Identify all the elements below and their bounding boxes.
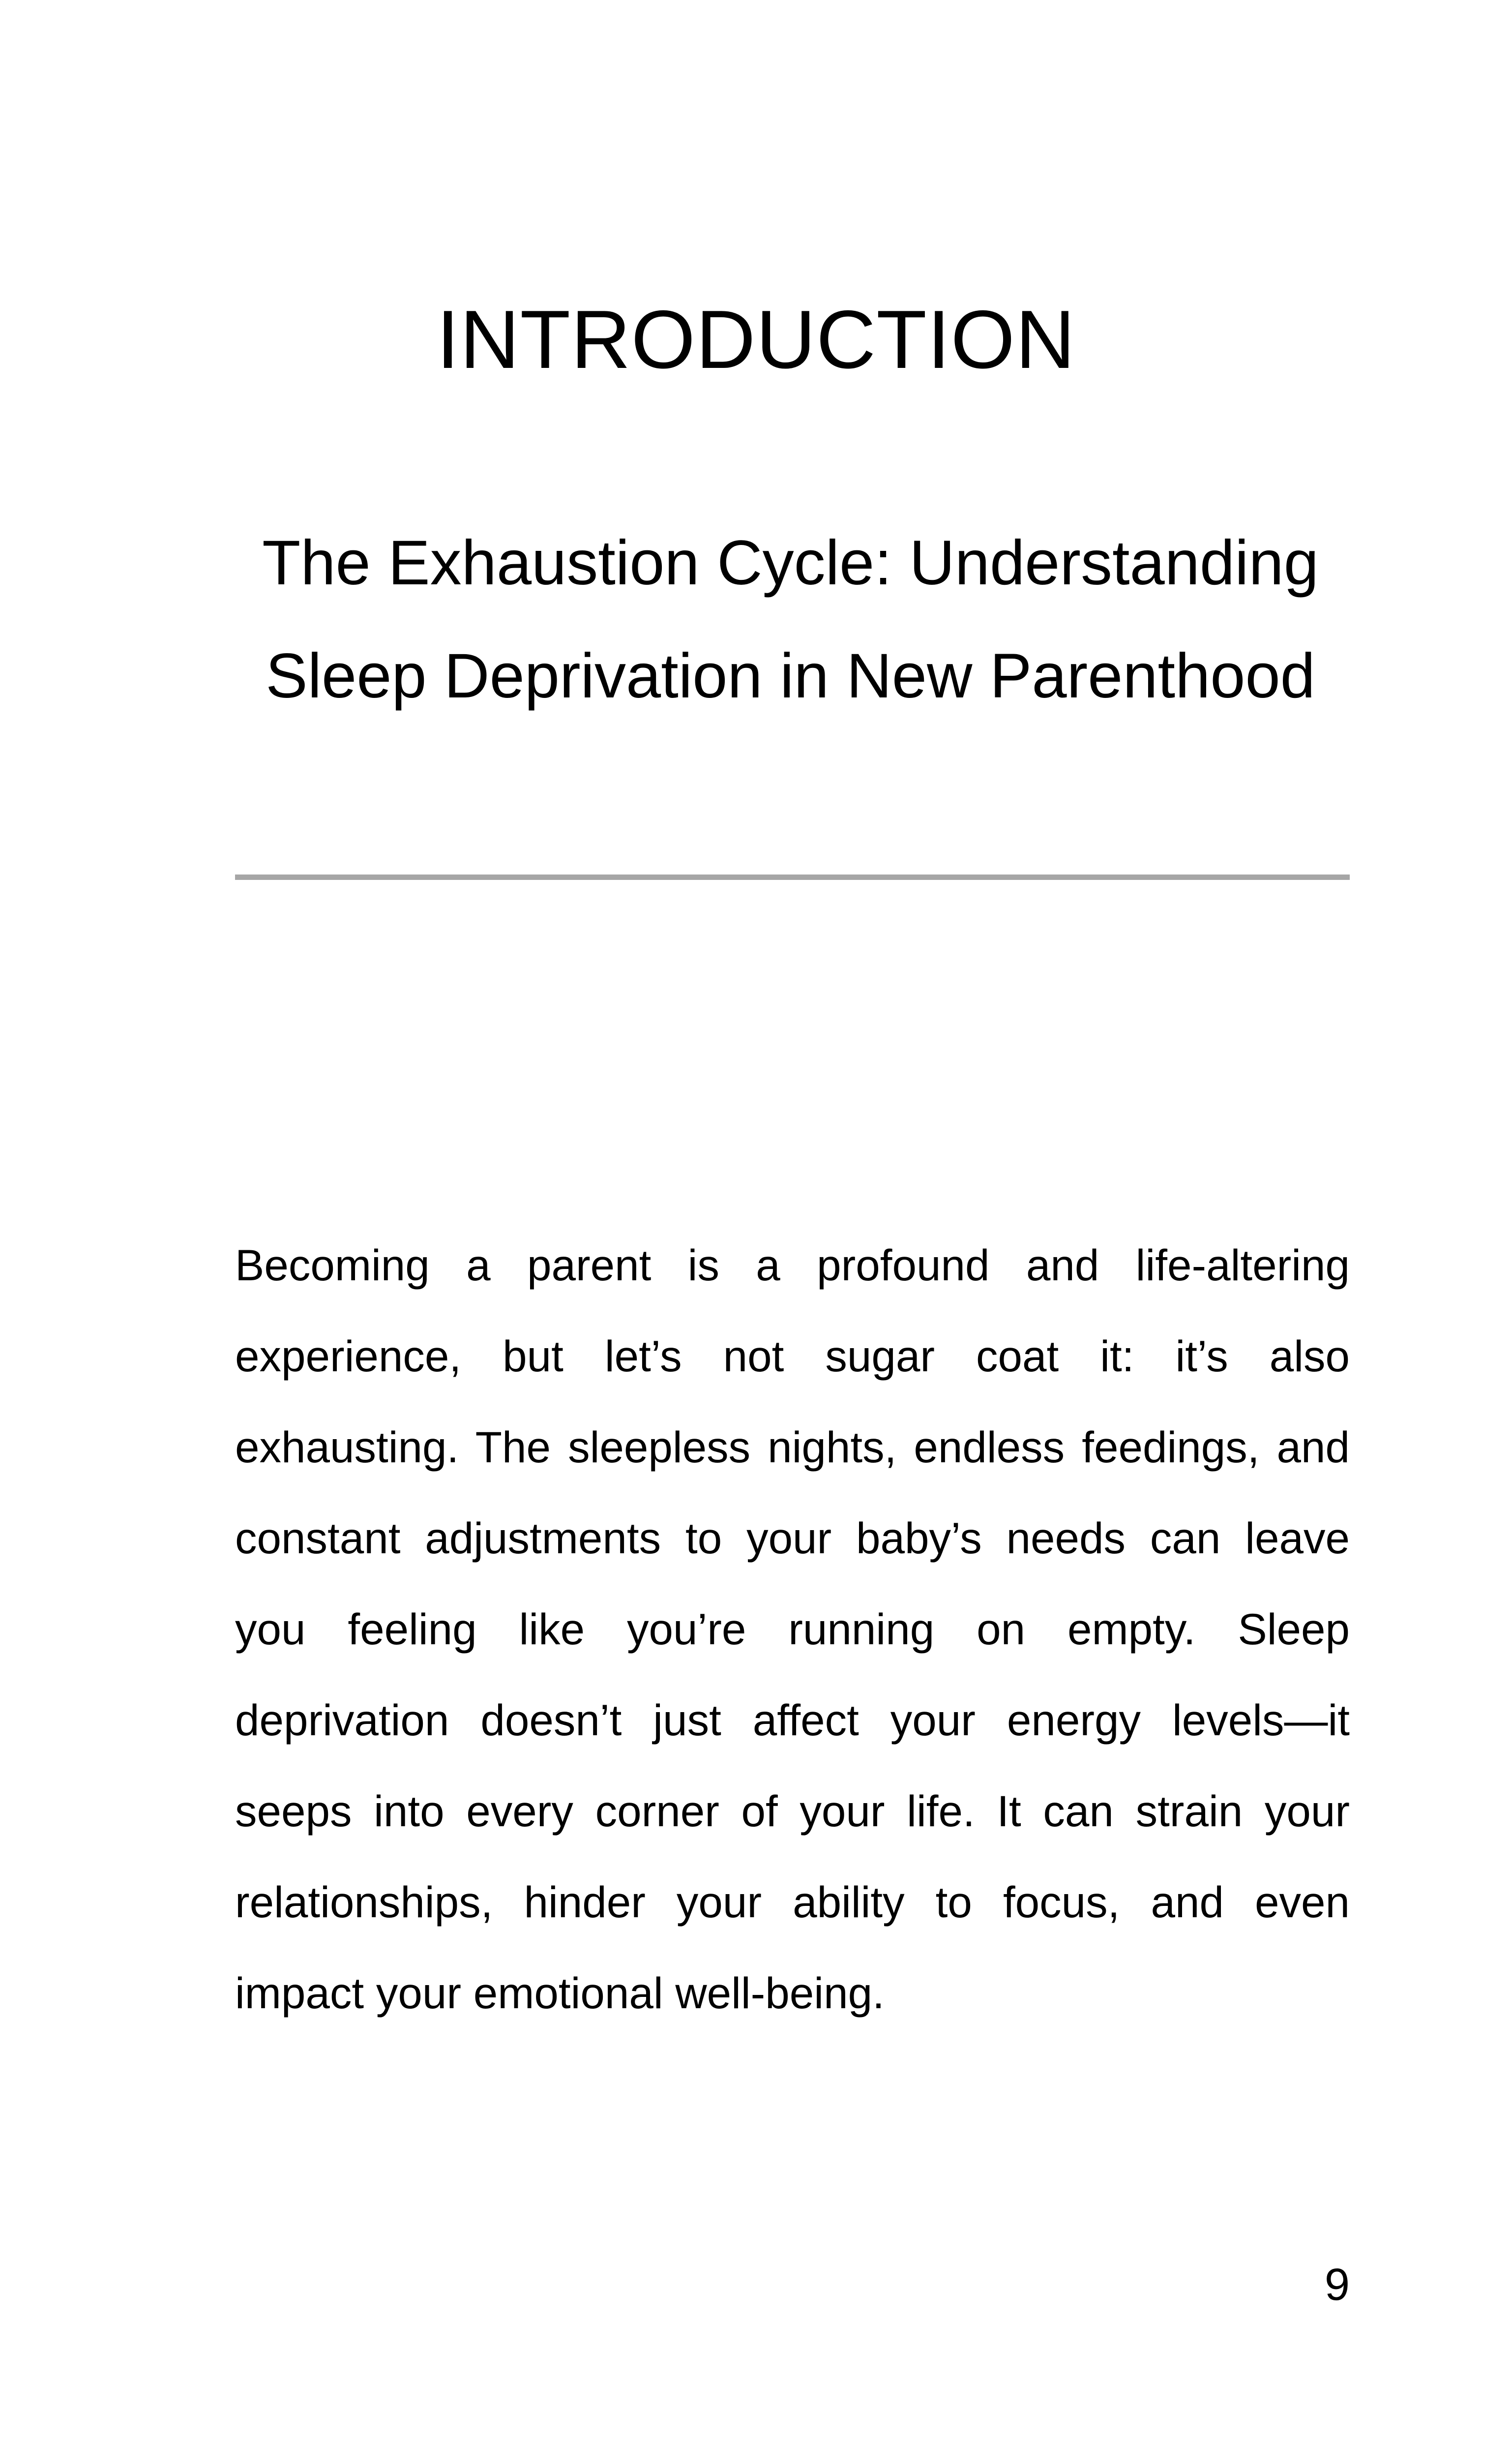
subtitle-line: The Exhaustion Cycle: Understanding (262, 528, 1319, 598)
paragraph-line: impact your emotional well-being. (235, 1968, 885, 2018)
paragraph-line: deprivation doesn’t just affect your energy levels—it (235, 1695, 1350, 1745)
paragraph-line: Becoming a parent is a profound and life-altering (235, 1240, 1350, 1290)
paragraph-line: relationships, hinder your ability to focus, and even (235, 1877, 1350, 1927)
page-number: 9 (1324, 2260, 1350, 2310)
section-divider (235, 875, 1350, 880)
chapter-title: INTRODUCTION (436, 293, 1076, 386)
paragraph-line: constant adjustments to your baby’s needs can leave (235, 1513, 1350, 1563)
subtitle-line: Sleep Deprivation in New Parenthood (266, 641, 1315, 711)
paragraph-line: you feeling like you’re running on empty. Sleep (235, 1604, 1350, 1654)
paragraph-line: experience, but let’s not sugar coat it: it’s also (235, 1331, 1350, 1381)
body-paragraph (235, 1220, 1350, 2039)
paragraph-line: seeps into every corner of your life. It can strain your (235, 1786, 1350, 1836)
chapter-subtitle (231, 507, 1350, 733)
paragraph-line: exhausting. The sleepless nights, endless feedings, and (235, 1422, 1350, 1472)
